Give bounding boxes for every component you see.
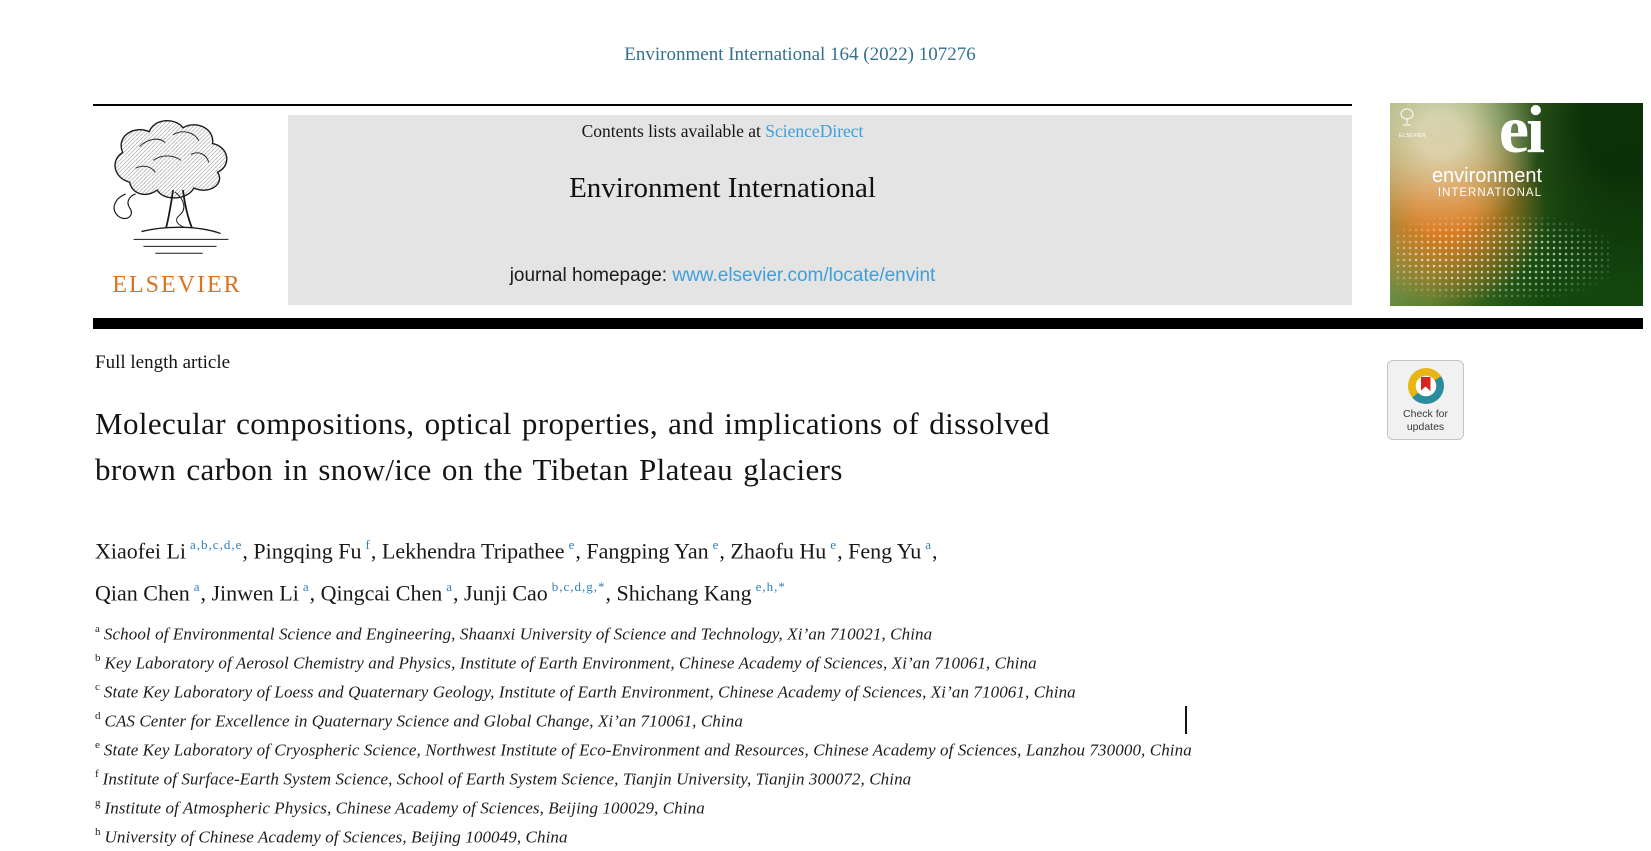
contents-list-line bbox=[93, 121, 1352, 142]
affiliation-row bbox=[95, 734, 1192, 763]
affiliation-text: University of Chinese Academy of Sciences, Beijing 100049, China bbox=[104, 828, 568, 848]
journal-homepage-line bbox=[93, 265, 1352, 287]
article-title-line2: brown carbon in snow/ice on the Tibetan Plateau glaciers bbox=[95, 452, 843, 487]
author-separator: , bbox=[453, 580, 465, 606]
affiliation-label-sup: a bbox=[95, 623, 100, 635]
affiliation-label-sup: g bbox=[95, 797, 101, 810]
affiliation-text: School of Environmental Science and Engineering, Shaanxi University of Science and Technology, Xi’an 710021, China bbox=[103, 624, 933, 644]
affiliation-list bbox=[95, 618, 1192, 851]
author-name: Fangping Yan bbox=[586, 538, 709, 564]
top-divider-rule bbox=[93, 104, 1352, 106]
author-name: Qingcai Chen bbox=[320, 580, 443, 606]
author-affiliation-sup[interactable]: e,h,* bbox=[755, 578, 786, 594]
check-updates-label-line1: Check for bbox=[1403, 408, 1448, 420]
affiliation-row bbox=[95, 676, 1192, 705]
author-affiliation-sup[interactable]: f bbox=[365, 537, 371, 552]
author-line-2 bbox=[95, 570, 938, 612]
author-name: Lekhendra Tripathee bbox=[381, 538, 565, 564]
crossmark-bookmark-icon bbox=[1421, 377, 1431, 391]
article-title bbox=[95, 401, 1050, 493]
affiliation-label-sup: e bbox=[95, 739, 100, 752]
section-divider-bar bbox=[93, 318, 1643, 329]
cover-name-line2: INTERNATIONAL bbox=[1437, 187, 1542, 199]
author-separator: , bbox=[200, 580, 212, 606]
author-separator: , bbox=[242, 538, 254, 564]
author-affiliation-sup[interactable]: a bbox=[302, 578, 310, 594]
cover-mini-wordmark: ELSEVIER bbox=[1399, 133, 1426, 139]
affiliation-label-sup: h bbox=[95, 826, 101, 839]
affiliation-text: Institute of Atmospheric Physics, Chinese Academy of Sciences, Beijing 100029, China bbox=[104, 799, 705, 819]
author-affiliation-sup[interactable]: a bbox=[925, 537, 932, 552]
homepage-prefix-text: journal homepage: bbox=[509, 265, 673, 286]
author-affiliation-sup[interactable]: e bbox=[568, 537, 576, 552]
author-affiliation-sup[interactable]: a bbox=[446, 578, 454, 594]
affiliation-row bbox=[95, 705, 1192, 734]
affiliation-row bbox=[95, 618, 1192, 647]
article-type-label: Full length article bbox=[95, 352, 231, 373]
author-name: Feng Yu bbox=[848, 538, 922, 564]
cover-name-line1: environment bbox=[1431, 165, 1542, 187]
author-separator: , bbox=[605, 580, 617, 606]
author-list bbox=[95, 528, 938, 612]
affiliation-text: Institute of Surface-Earth System Science, School of Earth System Science, Tianjin University, Tianjin 300072, China bbox=[102, 769, 912, 789]
affiliation-label-sup: f bbox=[95, 768, 99, 781]
cover-elsevier-mini-logo-icon bbox=[1399, 108, 1426, 139]
affiliation-text: CAS Center for Excellence in Quaternary Science and Global Change, Xi’an 710061, China bbox=[104, 711, 743, 731]
cover-journal-name bbox=[1390, 165, 1542, 200]
author-separator: , bbox=[370, 538, 382, 564]
author-affiliation-sup[interactable]: e bbox=[712, 537, 720, 552]
cover-world-map-dots bbox=[1395, 215, 1613, 301]
elsevier-wordmark: ELSEVIER bbox=[112, 272, 242, 298]
author-separator: , bbox=[932, 538, 938, 564]
sciencedirect-link[interactable]: ScienceDirect bbox=[765, 121, 864, 141]
author-separator: , bbox=[719, 538, 731, 564]
check-for-updates-badge[interactable] bbox=[1387, 360, 1464, 440]
cover-ei-logo: ei bbox=[1498, 91, 1542, 167]
author-affiliation-sup[interactable]: a bbox=[193, 578, 201, 594]
check-updates-label bbox=[1388, 408, 1463, 433]
affiliation-label-sup: b bbox=[95, 652, 101, 665]
check-updates-label-line2: updates bbox=[1406, 420, 1445, 433]
journal-cover-image[interactable] bbox=[1390, 91, 1643, 306]
article-title-line1: Molecular compositions, optical properties, and implications of dissolved bbox=[95, 406, 1050, 441]
affiliation-row bbox=[95, 821, 1192, 850]
affiliation-row bbox=[95, 763, 1192, 792]
affiliation-label-sup: d bbox=[95, 710, 101, 723]
author-separator: , bbox=[837, 538, 849, 564]
affiliation-text: State Key Laboratory of Cryospheric Science, Northwest Institute of Eco-Environment and Resources, Chinese Academy of Sciences, Lanzhou 730000, China bbox=[103, 740, 1192, 760]
journal-name-heading: Environment International bbox=[569, 172, 876, 204]
author-line-1 bbox=[95, 528, 938, 570]
affiliation-row bbox=[95, 647, 1192, 676]
author-affiliation-sup[interactable]: b,c,d,g,* bbox=[551, 578, 606, 594]
journal-homepage-link[interactable]: www.elsevier.com/locate/envint bbox=[672, 265, 936, 286]
contents-prefix-text: Contents lists available at bbox=[581, 121, 766, 141]
author-affiliation-sup[interactable]: a,b,c,d,e bbox=[190, 537, 243, 552]
author-name: Zhaofu Hu bbox=[730, 538, 827, 564]
author-name: Jinwen Li bbox=[211, 580, 299, 606]
affiliation-label-sup: c bbox=[95, 681, 100, 694]
author-name: Junji Cao bbox=[464, 580, 548, 606]
author-separator: , bbox=[309, 580, 321, 606]
author-name: Xiaofei Li bbox=[95, 538, 187, 564]
crossmark-logo-icon bbox=[1408, 368, 1444, 404]
affiliation-row bbox=[95, 792, 1192, 821]
author-affiliation-sup[interactable]: e bbox=[830, 537, 838, 552]
affiliation-text: State Key Laboratory of Loess and Quaternary Geology, Institute of Earth Environment, Chinese Academy of Sciences, Xi’an 710061, China bbox=[103, 682, 1076, 702]
author-name: Pingqing Fu bbox=[253, 538, 362, 564]
author-name: Shichang Kang bbox=[616, 580, 752, 606]
author-separator: , bbox=[575, 538, 587, 564]
affiliation-text: Key Laboratory of Aerosol Chemistry and Physics, Institute of Earth Environment, Chinese Academy of Sciences, Xi’an 710061, China bbox=[104, 653, 1037, 673]
journal-citation: Environment International 164 (2022) 107276 bbox=[624, 44, 976, 65]
text-cursor bbox=[1185, 706, 1187, 734]
author-name: Qian Chen bbox=[95, 580, 190, 606]
